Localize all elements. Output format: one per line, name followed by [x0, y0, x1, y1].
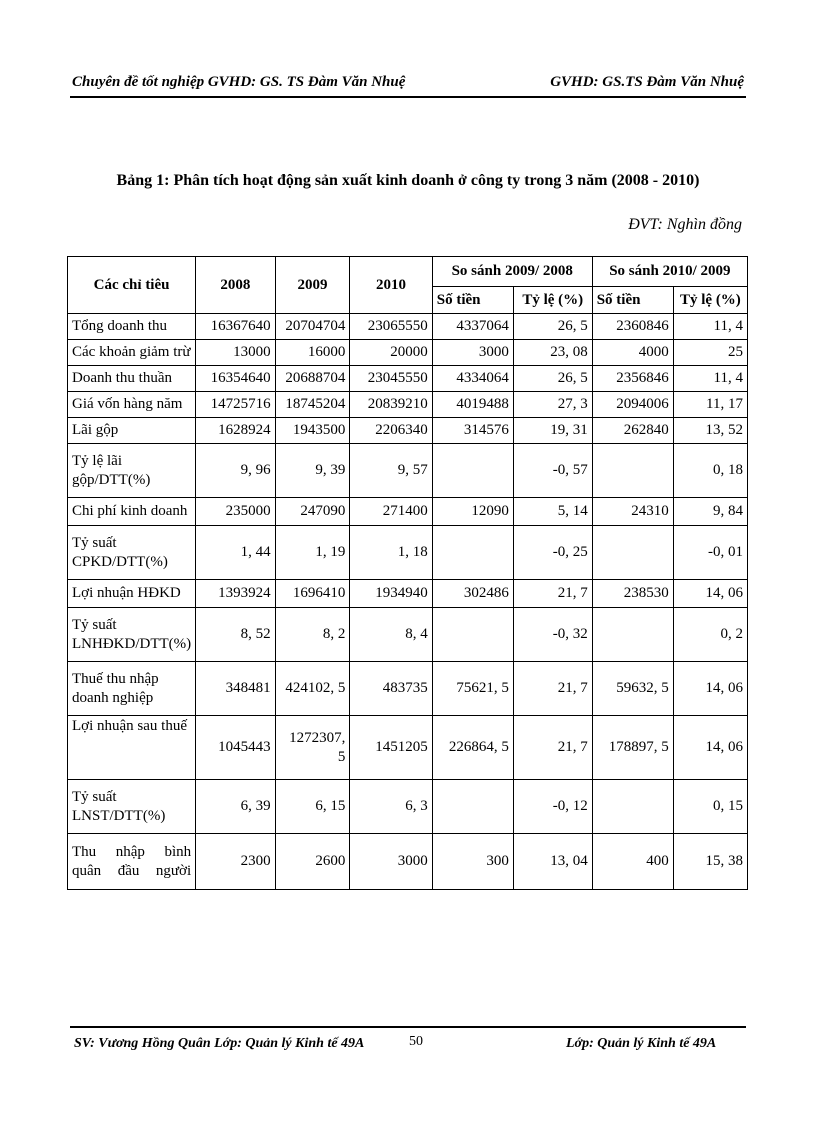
cell-2009: 18745204: [275, 392, 350, 418]
cell-amount-2: 24310: [592, 498, 673, 526]
cell-amount-2: 2360846: [592, 314, 673, 340]
cell-rate-2: 0, 2: [673, 608, 747, 662]
cell-rate-2: 14, 06: [673, 580, 747, 608]
cell-2010: 6, 3: [350, 780, 432, 834]
cell-rate-2: 11, 17: [673, 392, 747, 418]
cell-rate-1: 27, 3: [513, 392, 592, 418]
cell-rate-2: 11, 4: [673, 366, 747, 392]
cell-indicator: Tỷ suất LNHĐKD/DTT(%): [68, 608, 196, 662]
cell-2008: 1, 44: [196, 526, 276, 580]
cell-amount-2: 400: [592, 834, 673, 890]
cell-indicator: Chi phí kinh doanh: [68, 498, 196, 526]
cell-amount-2: 178897, 5: [592, 716, 673, 780]
cell-indicator: Tỷ lệ lãi gộp/DTT(%): [68, 444, 196, 498]
col-header-amount-1: Số tiền: [432, 287, 513, 314]
cell-rate-1: 21, 7: [513, 662, 592, 716]
cell-amount-1: [432, 780, 513, 834]
cell-2010: 9, 57: [350, 444, 432, 498]
cell-indicator: Tổng doanh thu: [68, 314, 196, 340]
cell-rate-1: 5, 14: [513, 498, 592, 526]
col-header-rate-2: Tỷ lệ (%): [673, 287, 747, 314]
cell-indicator: Giá vốn hàng năm: [68, 392, 196, 418]
header-right-text: GVHD: GS.TS Đàm Văn Nhuệ: [550, 74, 744, 90]
cell-rate-2: 13, 52: [673, 418, 747, 444]
cell-amount-1: 226864, 5: [432, 716, 513, 780]
cell-amount-1: 3000: [432, 340, 513, 366]
cell-rate-1: -0, 12: [513, 780, 592, 834]
table-row: [68, 392, 748, 418]
cell-2010: 483735: [350, 662, 432, 716]
table-row: [68, 444, 748, 498]
cell-rate-1: 21, 7: [513, 716, 592, 780]
cell-2010: 20839210: [350, 392, 432, 418]
cell-2010: 271400: [350, 498, 432, 526]
table-row: [68, 340, 748, 366]
page-header: [70, 72, 746, 96]
unit-note: ĐVT: Nghìn đồng: [628, 216, 742, 233]
table-row: [68, 780, 748, 834]
cell-2010: 1934940: [350, 580, 432, 608]
cell-rate-2: 0, 15: [673, 780, 747, 834]
table-row: [68, 366, 748, 392]
col-header-2009: 2009: [275, 257, 350, 314]
cell-amount-2: [592, 780, 673, 834]
cell-amount-2: [592, 608, 673, 662]
cell-amount-2: 2094006: [592, 392, 673, 418]
cell-rate-1: 26, 5: [513, 314, 592, 340]
cell-rate-1: -0, 57: [513, 444, 592, 498]
cell-rate-2: 25: [673, 340, 747, 366]
table-row: [68, 662, 748, 716]
cell-amount-1: [432, 526, 513, 580]
cell-2009: 6, 15: [275, 780, 350, 834]
col-header-amount-2: Số tiền: [592, 287, 673, 314]
cell-indicator: Doanh thu thuần: [68, 366, 196, 392]
cell-amount-2: 2356846: [592, 366, 673, 392]
cell-indicator: Lợi nhuận HĐKD: [68, 580, 196, 608]
cell-amount-1: 300: [432, 834, 513, 890]
cell-2010: 1451205: [350, 716, 432, 780]
cell-rate-1: -0, 32: [513, 608, 592, 662]
cell-2008: 16354640: [196, 366, 276, 392]
cell-2008: 1628924: [196, 418, 276, 444]
header-divider: [70, 96, 746, 98]
cell-indicator: Tỷ suất CPKD/DTT(%): [68, 526, 196, 580]
cell-rate-1: -0, 25: [513, 526, 592, 580]
cell-amount-1: 12090: [432, 498, 513, 526]
cell-rate-2: 15, 38: [673, 834, 747, 890]
cell-2010: 23045550: [350, 366, 432, 392]
cell-2008: 14725716: [196, 392, 276, 418]
col-header-compare-2010-2009: So sánh 2010/ 2009: [592, 257, 747, 287]
footer-divider: [70, 1026, 746, 1028]
business-analysis-table: [67, 256, 748, 890]
cell-2009: 1, 19: [275, 526, 350, 580]
cell-2008: 1393924: [196, 580, 276, 608]
cell-2008: 9, 96: [196, 444, 276, 498]
cell-rate-1: 26, 5: [513, 366, 592, 392]
cell-2008: 235000: [196, 498, 276, 526]
table-row: [68, 608, 748, 662]
cell-2009: 1696410: [275, 580, 350, 608]
cell-2010: 2206340: [350, 418, 432, 444]
cell-amount-1: 4334064: [432, 366, 513, 392]
cell-indicator: Tỷ suất LNST/DTT(%): [68, 780, 196, 834]
cell-indicator: Lợi nhuận sau thuế: [68, 716, 196, 780]
cell-2010: 1, 18: [350, 526, 432, 580]
cell-amount-1: 302486: [432, 580, 513, 608]
cell-2009: 20688704: [275, 366, 350, 392]
cell-indicator: Lãi gộp: [68, 418, 196, 444]
cell-indicator: Các khoản giảm trừ: [68, 340, 196, 366]
table-row: [68, 418, 748, 444]
cell-2009: 2600: [275, 834, 350, 890]
table-row: [68, 580, 748, 608]
cell-2008: 348481: [196, 662, 276, 716]
cell-2009: 1272307, 5: [275, 716, 350, 780]
cell-indicator: Thuế thu nhập doanh nghiệp: [68, 662, 196, 716]
cell-rate-2: 11, 4: [673, 314, 747, 340]
cell-indicator: Thu nhập bình quân đầu người: [68, 834, 196, 890]
cell-amount-2: [592, 444, 673, 498]
table-row: [68, 716, 748, 780]
cell-amount-2: 4000: [592, 340, 673, 366]
col-header-indicator: Các chỉ tiêu: [68, 257, 196, 314]
cell-amount-2: [592, 526, 673, 580]
cell-2008: 13000: [196, 340, 276, 366]
cell-amount-2: 262840: [592, 418, 673, 444]
table-row: [68, 314, 748, 340]
cell-rate-2: 0, 18: [673, 444, 747, 498]
table-row: [68, 526, 748, 580]
cell-rate-1: 23, 08: [513, 340, 592, 366]
cell-2010: 20000: [350, 340, 432, 366]
page-number: 50: [409, 1034, 423, 1049]
cell-amount-2: 238530: [592, 580, 673, 608]
col-header-2008: 2008: [196, 257, 276, 314]
footer-left-text: SV: Vương Hồng Quân Lớp: Quản lý Kinh tế 49A: [74, 1036, 365, 1051]
cell-2009: 20704704: [275, 314, 350, 340]
cell-2008: 6, 39: [196, 780, 276, 834]
cell-rate-1: 21, 7: [513, 580, 592, 608]
col-header-2010: 2010: [350, 257, 432, 314]
table-row: [68, 498, 748, 526]
cell-2010: 3000: [350, 834, 432, 890]
cell-amount-1: 314576: [432, 418, 513, 444]
cell-2009: 16000: [275, 340, 350, 366]
cell-amount-1: [432, 444, 513, 498]
col-header-compare-2009-2008: So sánh 2009/ 2008: [432, 257, 592, 287]
cell-amount-1: 75621, 5: [432, 662, 513, 716]
cell-2009: 247090: [275, 498, 350, 526]
cell-rate-2: 14, 06: [673, 662, 747, 716]
cell-2010: 23065550: [350, 314, 432, 340]
cell-2009: 8, 2: [275, 608, 350, 662]
cell-rate-1: 19, 31: [513, 418, 592, 444]
cell-amount-1: 4019488: [432, 392, 513, 418]
cell-2008: 8, 52: [196, 608, 276, 662]
cell-2008: 1045443: [196, 716, 276, 780]
cell-amount-1: [432, 608, 513, 662]
cell-rate-2: 14, 06: [673, 716, 747, 780]
table-title: Bảng 1: Phân tích hoạt động sản xuất kinh doanh ở công ty trong 3 năm (2008 - 2010): [116, 172, 700, 189]
cell-rate-2: -0, 01: [673, 526, 747, 580]
col-header-rate-1: Tỷ lệ (%): [513, 287, 592, 314]
cell-2009: 9, 39: [275, 444, 350, 498]
cell-2010: 8, 4: [350, 608, 432, 662]
cell-amount-1: 4337064: [432, 314, 513, 340]
cell-amount-2: 59632, 5: [592, 662, 673, 716]
header-left-text: Chuyên đề tốt nghiệp GVHD: GS. TS Đàm Văn Nhuệ: [72, 74, 406, 90]
cell-2009: 1943500: [275, 418, 350, 444]
cell-2009: 424102, 5: [275, 662, 350, 716]
footer-right-text: Lớp: Quản lý Kinh tế 49A: [566, 1036, 717, 1051]
cell-rate-2: 9, 84: [673, 498, 747, 526]
cell-2008: 2300: [196, 834, 276, 890]
cell-rate-1: 13, 04: [513, 834, 592, 890]
cell-2008: 16367640: [196, 314, 276, 340]
table-row: [68, 834, 748, 890]
